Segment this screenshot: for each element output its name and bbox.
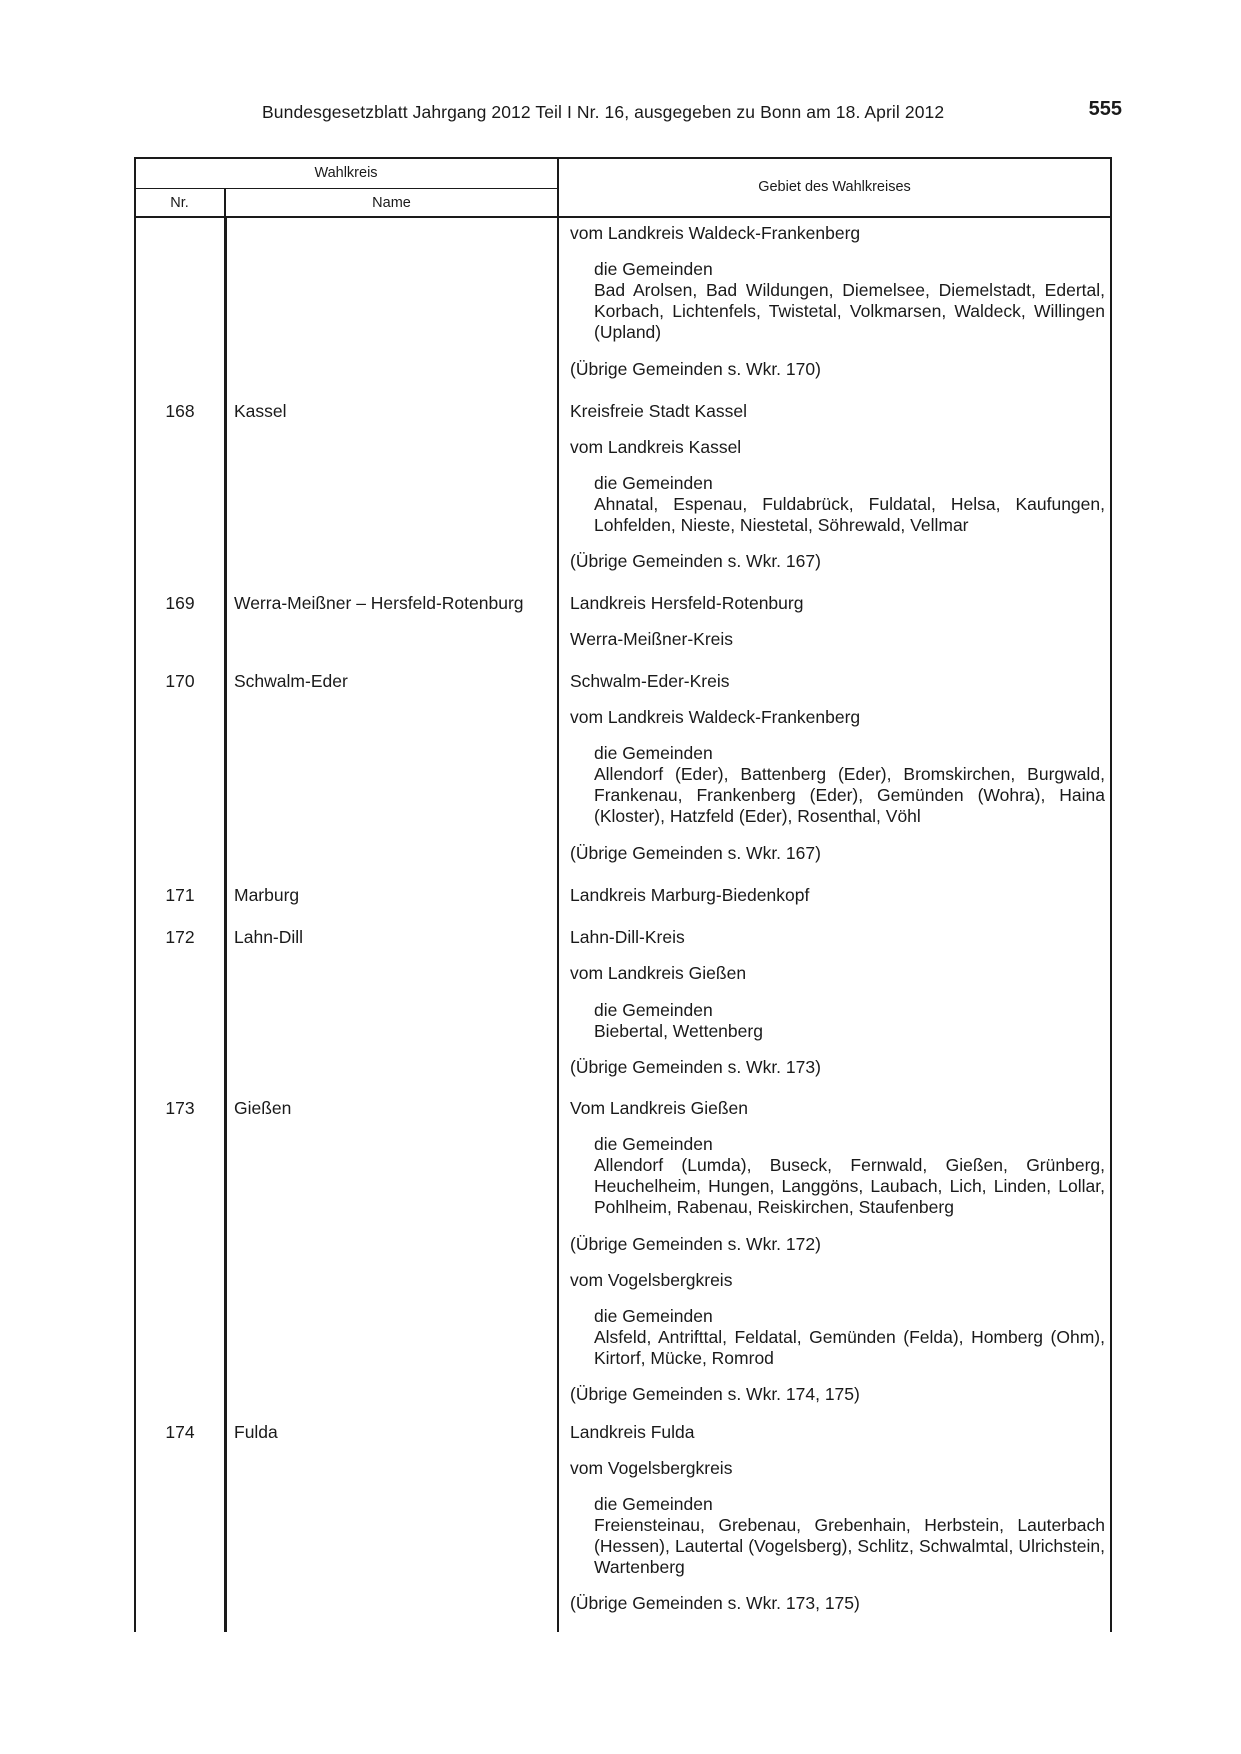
- row-nr: 171: [165, 885, 195, 905]
- area-line: vom Landkreis Waldeck-Frankenberg: [570, 223, 861, 243]
- header-title: Bundesgesetzblatt Jahrgang 2012 Teil I Nr. 16, ausgegeben zu Bonn am 18. April 2012: [262, 102, 945, 122]
- area-note: (Übrige Gemeinden s. Wkr. 173, 175): [570, 1593, 860, 1613]
- area-municipalities: Allendorf (Eder), Battenberg (Eder), Bromskirchen, Burgwald, Frankenau, Frankenberg (Eder), Gemünden (Wohra), Haina (Kloster), Hatzfeld (Eder), Rosenthal, Vöhl: [594, 764, 1105, 826]
- area-line: Landkreis Marburg-Biedenkopf: [570, 885, 810, 905]
- row-name: Schwalm-Eder: [234, 671, 348, 691]
- area-block: [570, 1134, 1105, 1218]
- area-municipalities: Allendorf (Lumda), Buseck, Fernwald, Gießen, Grünberg, Heuchelheim, Hungen, Langgöns, Laubach, Lich, Linden, Lollar, Pohlheim, Rabenau, Reiskirchen, Staufenberg: [594, 1155, 1105, 1217]
- area-block: [570, 743, 1105, 827]
- row-name: Werra-Meißner – Hersfeld-Rotenburg: [234, 593, 524, 613]
- area-block: [570, 1000, 1105, 1042]
- area-note: (Übrige Gemeinden s. Wkr. 173): [570, 1057, 821, 1077]
- area-line: Vom Landkreis Gießen: [570, 1098, 749, 1118]
- area-line: die Gemeinden: [594, 1134, 713, 1154]
- header-nr: Nr.: [170, 195, 189, 211]
- constituency-table: [134, 157, 1112, 1632]
- area-line: vom Vogelsbergkreis: [570, 1458, 733, 1478]
- area-line: Landkreis Hersfeld-Rotenburg: [570, 593, 804, 613]
- area-block: [570, 1306, 1105, 1369]
- area-line: die Gemeinden: [594, 1306, 713, 1326]
- area-line: vom Landkreis Gießen: [570, 963, 747, 983]
- header-bottom-rule: [134, 216, 1112, 218]
- area-line: die Gemeinden: [594, 1000, 713, 1020]
- row-name: Fulda: [234, 1422, 278, 1442]
- header-wahlkreis: Wahlkreis: [314, 165, 378, 181]
- area-line: die Gemeinden: [594, 1494, 713, 1514]
- row-nr: 173: [165, 1098, 195, 1118]
- area-line: die Gemeinden: [594, 473, 713, 493]
- area-block: [570, 473, 1105, 536]
- area-note: (Übrige Gemeinden s. Wkr. 172): [570, 1234, 821, 1254]
- row-nr: 174: [165, 1422, 195, 1442]
- area-municipalities: Freiensteinau, Grebenau, Grebenhain, Herbstein, Lauterbach (Hessen), Lautertal (Vogelsberg), Schlitz, Schwalmtal, Ulrichstein, Wartenberg: [594, 1515, 1105, 1577]
- name-area-divider: [557, 157, 559, 1632]
- area-line: vom Landkreis Waldeck-Frankenberg: [570, 707, 861, 727]
- row-name: Lahn-Dill: [234, 927, 304, 947]
- area-note: (Übrige Gemeinden s. Wkr. 174, 175): [570, 1384, 860, 1404]
- area-line: Schwalm-Eder-Kreis: [570, 671, 730, 691]
- page-number: 555: [1088, 98, 1122, 120]
- area-line: Lahn-Dill-Kreis: [570, 927, 685, 947]
- area-municipalities: Biebertal, Wettenberg: [594, 1021, 763, 1041]
- header-gebiet: Gebiet des Wahlkreises: [758, 179, 911, 195]
- page-header: [262, 100, 1122, 128]
- row-nr: 172: [165, 927, 195, 947]
- area-line: vom Vogelsbergkreis: [570, 1270, 733, 1290]
- area-line: vom Landkreis Kassel: [570, 437, 742, 457]
- area-block: [570, 1494, 1105, 1578]
- header-name: Name: [372, 195, 411, 211]
- area-line: Kreisfreie Stadt Kassel: [570, 401, 748, 421]
- area-note: (Übrige Gemeinden s. Wkr. 170): [570, 359, 821, 379]
- area-municipalities: Ahnatal, Espenau, Fuldabrück, Fuldatal, Helsa, Kaufungen, Lohfelden, Nieste, Niestetal, Söhrewald, Vellmar: [594, 494, 1105, 535]
- nr-name-divider: [224, 218, 227, 1632]
- header-group-rule: [134, 188, 558, 189]
- row-name: Gießen: [234, 1098, 292, 1118]
- row-nr: 170: [165, 671, 195, 691]
- area-block: [570, 259, 1105, 343]
- table-top-rule: [134, 157, 1112, 159]
- row-name: Marburg: [234, 885, 300, 905]
- table-right-rule: [1110, 157, 1112, 1632]
- area-note: (Übrige Gemeinden s. Wkr. 167): [570, 551, 821, 571]
- row-nr: 169: [165, 593, 195, 613]
- row-name: Kassel: [234, 401, 287, 421]
- area-note: (Übrige Gemeinden s. Wkr. 167): [570, 843, 821, 863]
- area-line: die Gemeinden: [594, 743, 713, 763]
- area-line: die Gemeinden: [594, 259, 713, 279]
- area-line: Landkreis Fulda: [570, 1422, 695, 1442]
- area-municipalities: Alsfeld, Antrifttal, Feldatal, Gemünden (Felda), Homberg (Ohm), Kirtorf, Mücke, Romrod: [594, 1327, 1105, 1368]
- row-nr: 168: [165, 401, 195, 421]
- area-municipalities: Bad Arolsen, Bad Wildungen, Diemelsee, Diemelstadt, Edertal, Korbach, Lichtenfels, Twistetal, Volkmarsen, Waldeck, Willingen (Upland): [594, 280, 1105, 342]
- area-line: Werra-Meißner-Kreis: [570, 629, 734, 649]
